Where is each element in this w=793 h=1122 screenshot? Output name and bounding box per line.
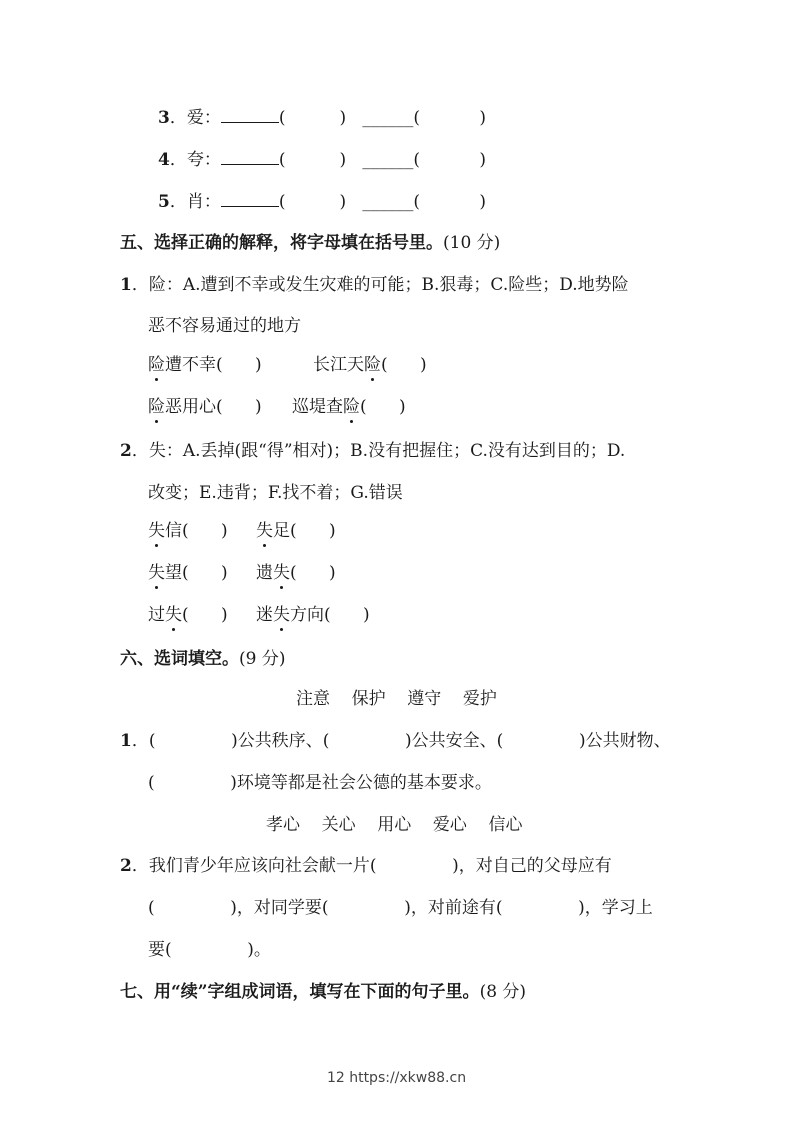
s5-q1-row2b: 巡堤查险( ) [292, 397, 406, 417]
section-6-heading: 六、选词填空。(9 分) [120, 649, 286, 669]
item-5: 5．肖： ( ) ______( ) [158, 192, 487, 212]
section-5-heading: 五、选择正确的解释，将字母填在括号里。(10 分) [120, 233, 501, 253]
s5-q2-row3b: 迷失方向( ) [256, 605, 370, 625]
s5-q2-row1a: 失信( ) [148, 521, 228, 541]
s5-q2-line2: 改变；E.违背；F.找不着；G.错误 [148, 483, 403, 503]
s5-q1-row2a: 险恶用心( ) [148, 397, 262, 417]
s5-q1-line2: 恶不容易通过的地方 [148, 316, 301, 336]
section-7-heading: 七、用“续”字组成词语，填写在下面的句子里。(8 分) [120, 982, 527, 1002]
s5-q2-row2a: 失望( ) [148, 563, 228, 583]
s5-q1-row1a: 险遭不幸( ) [148, 355, 262, 375]
s6-q1-line2: ( )环境等都是社会公德的基本要求。 [148, 773, 492, 793]
s6-q2-line2: ( )，对同学要( )，对前途有( )，学习上 [148, 898, 653, 918]
word-bank-2: 孝心 关心 用心 爱心 信心 [266, 815, 523, 835]
answer-blank[interactable] [221, 107, 279, 123]
answer-blank[interactable] [221, 191, 279, 207]
s6-q2-line1: 2．我们青少年应该向社会献一片( )，对自己的父母应有 [120, 856, 612, 876]
s5-q2-line1: 2．失：A.丢掉(跟“得”相对)；B.没有把握住；C.没有达到目的；D. [120, 441, 626, 461]
item-4: 4．夸： ( ) ______( ) [158, 150, 487, 170]
page-footer: 12 https://xkw88.cn [326, 1070, 467, 1086]
s5-q2-row2b: 遗失( ) [256, 563, 336, 583]
word-bank-1: 注意 保护 遵守 爱护 [296, 689, 497, 709]
s5-q1-line1: 1．险：A.遭到不幸或发生灾难的可能；B.狠毒；C.险些；D.地势险 [120, 275, 629, 295]
answer-blank[interactable] [221, 149, 279, 165]
s5-q2-row1b: 失足( ) [256, 521, 336, 541]
s6-q2-line3: 要( )。 [148, 940, 271, 960]
s5-q2-row3a: 过失( ) [148, 605, 228, 625]
s5-q1-row1b: 长江天险( ) [313, 355, 427, 375]
s6-q1-line1: 1．( )公共秩序、( )公共安全、( )公共财物、 [120, 731, 671, 751]
item-3: 3．爱： ( ) ______( ) [158, 108, 487, 128]
